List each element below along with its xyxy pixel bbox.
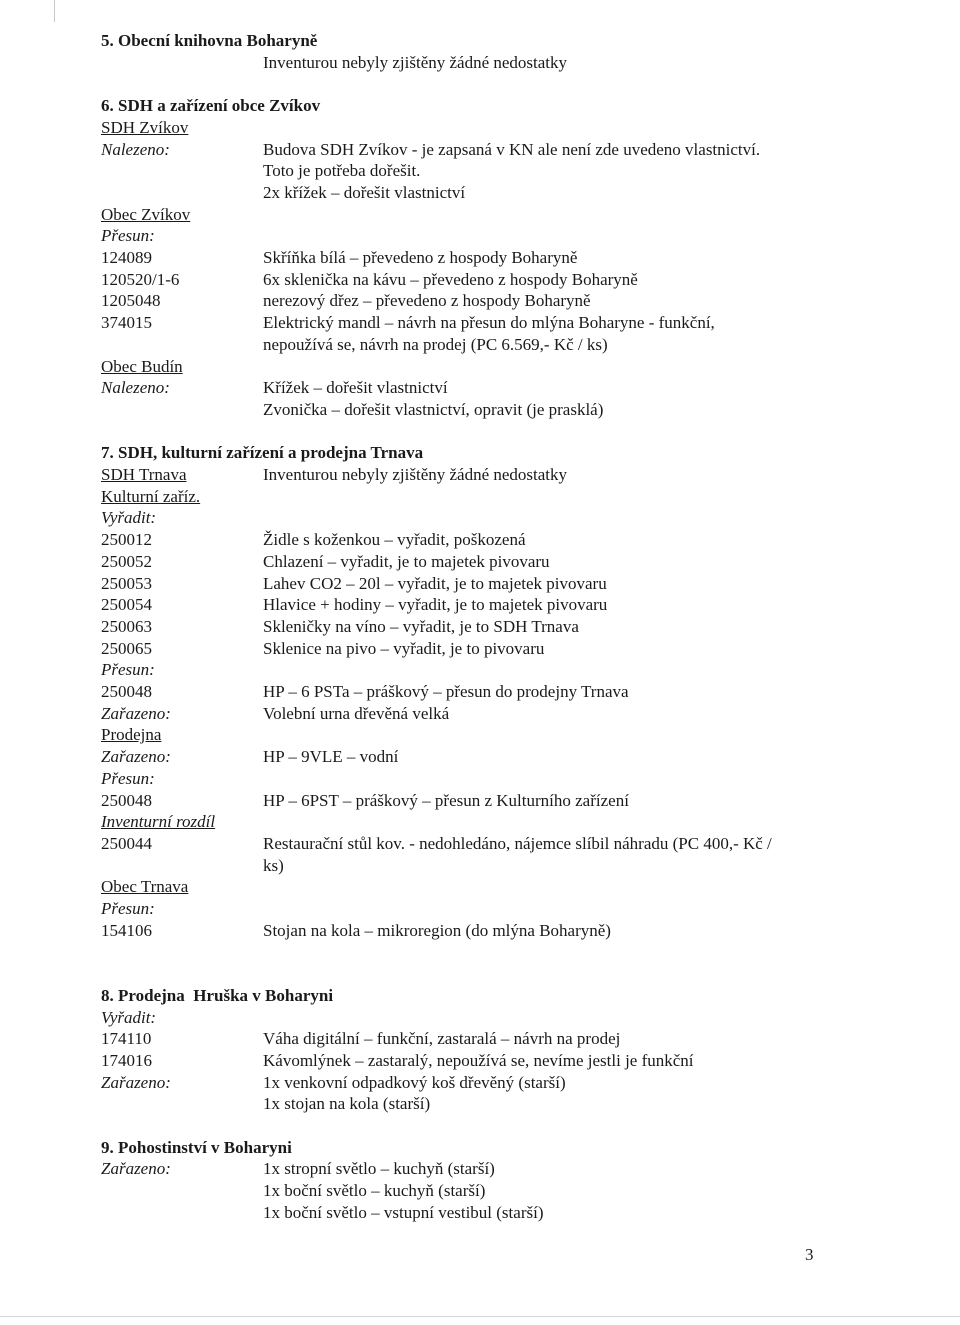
- zarazeno-text: 1x stropní světlo – kuchyň (starší): [263, 1159, 495, 1179]
- zarazeno-text: 1x boční světlo – kuchyň (starší): [263, 1181, 486, 1201]
- nalezeno-line: Toto je potřeba dořešit.: [263, 161, 421, 181]
- section-5-line: [101, 52, 921, 74]
- zarazeno-text: Volební urna dřevěná velká: [263, 703, 450, 723]
- zarazeno-label: Zařazeno:: [101, 1072, 171, 1092]
- inventory-id: 250048: [101, 790, 152, 810]
- inventory-row: [101, 529, 921, 551]
- inventory-id: 250052: [101, 551, 152, 571]
- inventory-id: 374015: [101, 313, 152, 333]
- inventory-text: Elektrický mandl – návrh na přesun do mlýna Boharyne - funkční,: [263, 313, 715, 333]
- nalezeno-line: Zvonička – dořešit vlastnictví, opravit (je prasklá): [263, 399, 604, 419]
- inventory-id: 120520/1-6: [101, 269, 180, 289]
- inventory-text-continued: ks): [263, 855, 284, 875]
- inventory-text: Skleničky na víno – vyřadit, je to SDH Trnava: [263, 616, 579, 636]
- inventory-text: 6x sklenička na kávu – převedeno z hospody Boharyně: [263, 269, 638, 289]
- inventory-text: Lahev CO2 – 20l – vyřadit, je to majetek pivovaru: [263, 573, 607, 593]
- inventory-row: [101, 1028, 921, 1050]
- inventory-row: [101, 269, 921, 291]
- vyradit-label: Vyřadit:: [101, 1007, 157, 1027]
- inventory-id: 250053: [101, 573, 152, 593]
- nalezeno-line: Křížek – dořešit vlastnictví: [263, 378, 448, 398]
- inventory-text: HP – 6PST – práškový – přesun z Kulturního zařízení: [263, 790, 629, 810]
- section-7-heading: 7. SDH, kulturní zařízení a prodejna Trnava: [101, 443, 424, 463]
- inventory-row: [101, 247, 921, 269]
- inventory-row: [101, 833, 921, 855]
- nalezeno-label: Nalezeno:: [101, 378, 170, 398]
- inventory-text: Váha digitální – funkční, zastaralá – návrh na prodej: [263, 1029, 621, 1049]
- inventory-id: 250012: [101, 530, 152, 550]
- nalezeno-label: Nalezeno:: [101, 139, 170, 159]
- subsection-sdh-trnava: SDH Trnava: [101, 465, 187, 485]
- inventory-row: [101, 1050, 921, 1072]
- inventory-text: Sklenice na pivo – vyřadit, je to pivovaru: [263, 638, 545, 658]
- inventory-row: [101, 312, 921, 334]
- zarazeno-text: HP – 9VLE – vodní: [263, 747, 399, 767]
- nalezeno-line: Budova SDH Zvíkov - je zapsaná v KN ale není zde uvedeno vlastnictví.: [263, 139, 761, 159]
- section-5-text: Inventurou nebyly zjištěny žádné nedostatky: [263, 52, 568, 72]
- inventory-id: 250054: [101, 595, 152, 615]
- inventory-text: Skříňka bílá – převedeno z hospody Boharyně: [263, 248, 578, 268]
- subsection-obec-zvikov: Obec Zvíkov: [101, 204, 191, 224]
- section-9-heading: 9. Pohostinství v Boharyni: [101, 1137, 292, 1157]
- inventory-row: [101, 638, 921, 660]
- section-6-heading: 6. SDH a zařízení obce Zvíkov: [101, 96, 321, 116]
- scan-mark: [54, 0, 55, 22]
- page-number: 3: [805, 1245, 814, 1264]
- inventory-row: [101, 920, 921, 942]
- subsection-obec-trnava: Obec Trnava: [101, 877, 189, 897]
- vyradit-label: Vyřadit:: [101, 508, 157, 528]
- zarazeno-text: 1x stojan na kola (starší): [263, 1094, 431, 1114]
- inventurni-rozdil-label: Inventurní rozdíl: [101, 812, 216, 832]
- inventory-id: 250048: [101, 682, 152, 702]
- presun-label: Přesun:: [101, 899, 155, 919]
- subsection-obec-budin: Obec Budín: [101, 356, 183, 376]
- presun-label: Přesun:: [101, 768, 155, 788]
- subsection-kulturni-zarizeni: Kulturní zaříz.: [101, 486, 201, 506]
- inventory-text: Kávomlýnek – zastaralý, nepoužívá se, nevíme jestli je funkční: [263, 1050, 694, 1070]
- scan-edge-line: [0, 1316, 960, 1317]
- inventory-row: [101, 616, 921, 638]
- inventory-text: HP – 6 PSTa – práškový – přesun do prodejny Trnava: [263, 682, 629, 702]
- inventory-row: [101, 594, 921, 616]
- inventory-id: 250044: [101, 833, 152, 853]
- presun-label: Přesun:: [101, 660, 155, 680]
- presun-label: Přesun:: [101, 226, 155, 246]
- subsection-sdh-zvikov: SDH Zvíkov: [101, 117, 189, 137]
- zarazeno-label: Zařazeno:: [101, 747, 171, 767]
- zarazeno-text: 1x venkovní odpadkový koš dřevěný (starší): [263, 1072, 566, 1092]
- inventory-text: nerezový dřez – převedeno z hospody Boharyně: [263, 291, 591, 311]
- inventory-id: 250065: [101, 638, 152, 658]
- sdh-trnava-text: Inventurou nebyly zjištěny žádné nedostatky: [263, 465, 568, 485]
- section-5-heading: 5. Obecní knihovna Boharyně: [101, 31, 318, 50]
- zarazeno-label: Zařazeno:: [101, 1159, 171, 1179]
- inventory-text: Restaurační stůl kov. - nedohledáno, nájemce slíbil náhradu (PC 400,- Kč /: [263, 833, 772, 853]
- inventory-row: [101, 790, 921, 812]
- inventory-id: 124089: [101, 248, 152, 268]
- inventory-text: Stojan na kola – mikroregion (do mlýna Boharyně): [263, 920, 611, 940]
- zarazeno-text: 1x boční světlo – vstupní vestibul (starší): [263, 1202, 544, 1222]
- subsection-prodejna: Prodejna: [101, 725, 162, 745]
- inventory-id: 1205048: [101, 291, 161, 311]
- inventory-text: Chlazení – vyřadit, je to majetek pivovaru: [263, 551, 550, 571]
- section-8-heading: 8. Prodejna Hruška v Boharyni: [101, 985, 334, 1005]
- inventory-row: [101, 573, 921, 595]
- document-body: [101, 30, 921, 1224]
- inventory-id: 174016: [101, 1050, 152, 1070]
- inventory-row: [101, 290, 921, 312]
- inventory-id: 250063: [101, 616, 152, 636]
- inventory-row: [101, 551, 921, 573]
- inventory-text-continued: nepoužívá se, návrh na prodej (PC 6.569,- Kč / ks): [263, 334, 608, 354]
- inventory-row: [101, 681, 921, 703]
- inventory-text: Hlavice + hodiny – vyřadit, je to majetek pivovaru: [263, 595, 608, 615]
- inventory-id: 174110: [101, 1029, 152, 1049]
- zarazeno-label: Zařazeno:: [101, 703, 171, 723]
- inventory-text: Židle s koženkou – vyřadit, poškozená: [263, 530, 526, 550]
- nalezeno-line: 2x křížek – dořešit vlastnictví: [263, 182, 466, 202]
- inventory-id: 154106: [101, 920, 152, 940]
